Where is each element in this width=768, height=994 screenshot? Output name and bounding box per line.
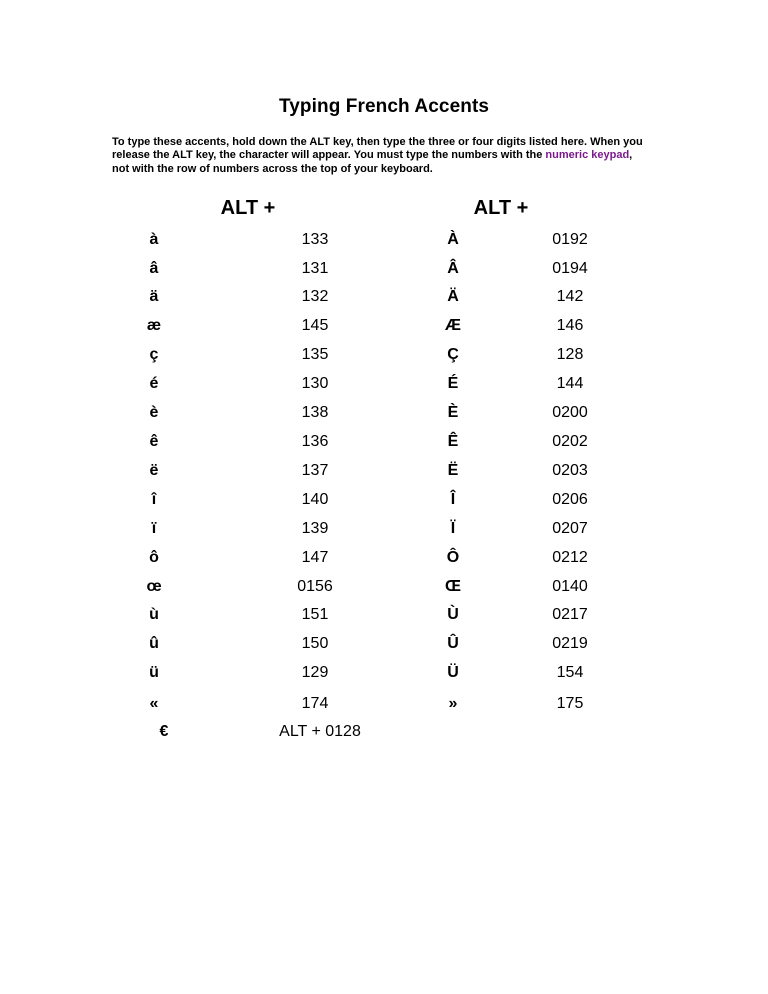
lowercase-char: ü (149, 664, 159, 681)
lowercase-char: ê (149, 433, 159, 450)
lowercase-alt-code: 147 (301, 549, 329, 566)
uppercase-char: Ê (447, 433, 459, 450)
lowercase-alt-code: 140 (301, 491, 329, 508)
right-column-header: ALT + (473, 197, 529, 219)
uppercase-alt-code: 0217 (552, 606, 588, 623)
lowercase-alt-code: 137 (301, 462, 329, 479)
uppercase-alt-code: 0202 (552, 433, 588, 450)
lowercase-alt-code: 135 (301, 346, 329, 363)
lowercase-alt-code: 133 (301, 231, 329, 248)
uppercase-char: À (447, 231, 459, 248)
lowercase-alt-code: 0156 (297, 578, 333, 595)
uppercase-char: É (447, 375, 459, 392)
lowercase-char: œ (146, 578, 162, 595)
uppercase-alt-code: 0206 (552, 491, 588, 508)
uppercase-char: Ù (447, 606, 459, 623)
uppercase-alt-code: 0212 (552, 549, 588, 566)
lowercase-char: æ (146, 317, 162, 334)
uppercase-alt-code: 0203 (552, 462, 588, 479)
uppercase-char: Ï (450, 520, 456, 537)
lowercase-alt-code: 151 (301, 606, 329, 623)
intro-text-after: , not with the row of numbers across the top of your keyboard. (112, 149, 633, 175)
lowercase-char: ä (149, 288, 159, 305)
uppercase-alt-code: 144 (556, 375, 584, 392)
uppercase-alt-code: 0194 (552, 260, 588, 277)
lowercase-alt-code: 139 (301, 520, 329, 537)
uppercase-alt-code: 154 (556, 664, 584, 681)
lowercase-char: î (151, 491, 157, 508)
intro-paragraph (112, 136, 652, 176)
uppercase-alt-code: 0192 (552, 231, 588, 248)
uppercase-char: Ç (447, 346, 459, 363)
lowercase-alt-code: 136 (301, 433, 329, 450)
page-title: Typing French Accents (278, 96, 490, 117)
numeric-keypad-link[interactable]: numeric keypad (545, 149, 630, 162)
uppercase-char: Î (450, 491, 456, 508)
lowercase-alt-code: 145 (301, 317, 329, 334)
lowercase-char: « (149, 695, 159, 712)
euro-code: ALT + 0128 (279, 723, 361, 740)
lowercase-char: û (149, 635, 159, 652)
lowercase-alt-code: 131 (301, 260, 329, 277)
lowercase-alt-code: 130 (301, 375, 329, 392)
euro-char: € (159, 723, 169, 740)
uppercase-char: » (448, 695, 458, 712)
lowercase-char: ï (151, 520, 157, 537)
uppercase-char: Ë (447, 462, 459, 479)
lowercase-char: ù (149, 606, 159, 623)
left-column-header: ALT + (220, 197, 276, 219)
uppercase-char: Û (447, 635, 459, 652)
lowercase-alt-code: 129 (301, 664, 329, 681)
uppercase-alt-code: 128 (556, 346, 584, 363)
lowercase-char: ë (149, 462, 159, 479)
intro-text-before: To type these accents, hold down the ALT key, then type the three or four digits listed here. When you release the ALT key, the character will appear. You must type the numbers with the (112, 136, 643, 162)
lowercase-char: â (149, 260, 159, 277)
lowercase-alt-code: 132 (301, 288, 329, 305)
uppercase-char: Œ (445, 578, 461, 595)
uppercase-alt-code: 142 (556, 288, 584, 305)
uppercase-char: Æ (445, 317, 461, 334)
uppercase-alt-code: 0200 (552, 404, 588, 421)
uppercase-alt-code: 146 (556, 317, 584, 334)
uppercase-alt-code: 0219 (552, 635, 588, 652)
uppercase-char: Â (447, 260, 459, 277)
uppercase-char: Ä (447, 288, 459, 305)
uppercase-alt-code: 175 (556, 695, 584, 712)
uppercase-alt-code: 0207 (552, 520, 588, 537)
uppercase-char: È (447, 404, 459, 421)
lowercase-char: é (149, 375, 159, 392)
uppercase-char: Ô (446, 549, 460, 566)
lowercase-char: à (149, 231, 159, 248)
lowercase-alt-code: 150 (301, 635, 329, 652)
lowercase-char: è (149, 404, 159, 421)
uppercase-alt-code: 0140 (552, 578, 588, 595)
lowercase-alt-code: 174 (301, 695, 329, 712)
lowercase-char: ç (149, 346, 159, 363)
uppercase-char: Ü (447, 664, 459, 681)
lowercase-alt-code: 138 (301, 404, 329, 421)
lowercase-char: ô (149, 549, 159, 566)
